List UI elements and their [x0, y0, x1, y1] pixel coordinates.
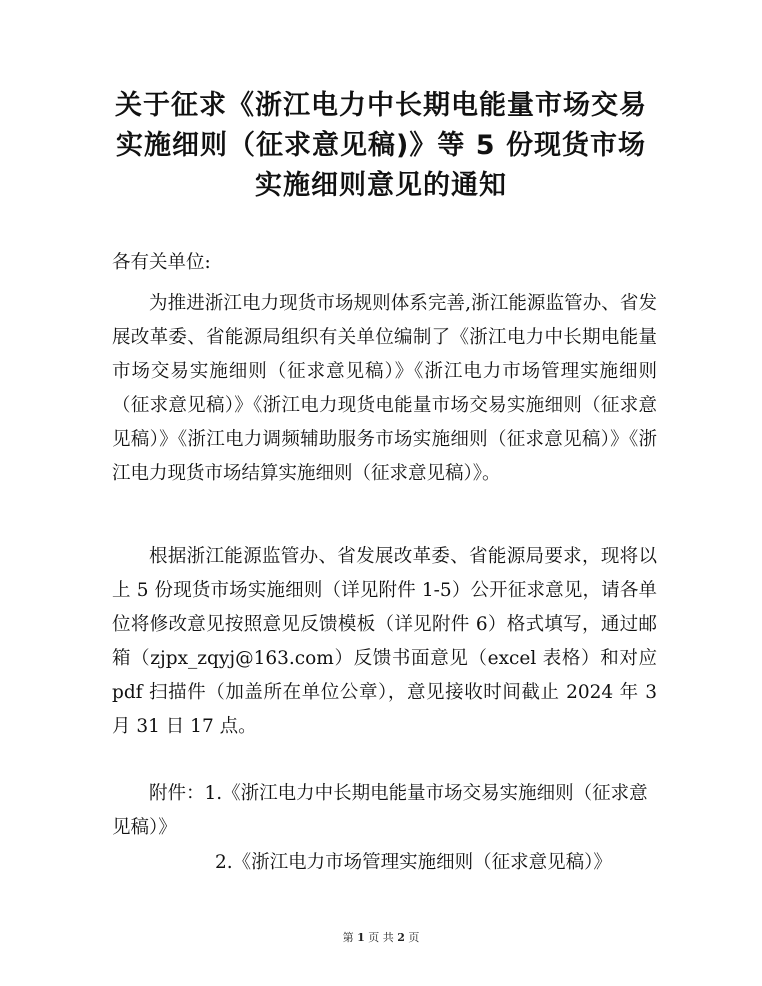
attachment-item-2: 2.《浙江电力市场管理实施细则（征求意见稿）》 — [215, 852, 612, 873]
page-footer — [0, 929, 762, 945]
footer-prefix: 第 — [342, 931, 354, 944]
paragraph-intro: 为推进浙江电力现货市场规则体系完善,浙江能源监管办、省发展改革委、省能源局组织有关单位编制了《浙江电力中长期电能量市场交易实施细则（征求意见稿）》《浙江电力市场管理实施细则（征求意见稿）》《浙江电力现货电能量市场交易实施细则（征求意见稿）》《浙江电力调频辅助服务市场实施细则（征求意见稿）》《浙江电力现货市场结算实施细则（征求意见稿）》。 — [112, 293, 657, 484]
attachment-label: 附件： — [149, 783, 205, 804]
salutation: 各有关单位: — [112, 252, 211, 273]
title-line-3: 实施细则意见的通知 — [255, 170, 507, 201]
footer-page-number: 1 — [357, 931, 365, 944]
attachment-item-1-text: 1.《浙江电力中长期电能量市场交易实施细则（征求意见稿）》 — [112, 783, 648, 838]
attachment-item-1 — [112, 777, 657, 845]
footer-suffix: 页 — [408, 931, 420, 944]
paragraph-request: 根据浙江能源监管办、省发展改革委、省能源局要求，现将以上 5 份现货市场实施细则（详见附件 1-5）公开征求意见，请各单位将修改意见按照意见反馈模板（详见附件 6）格式填写，通过邮箱（zjpx_zqyj@163.com）反馈书面意见（excel 表格）和对应 pdf 扫描件（加盖所在单位公章），意见接收时间截止 2024 年 3 月 31 日 17 点。 — [112, 546, 657, 737]
footer-middle: 页 共 — [368, 931, 394, 944]
title-line-1: 关于征求《浙江电力中长期电能量市场交易 — [115, 90, 647, 121]
title-line-2: 实施细则（征求意见稿)》等 5 份现货市场 — [116, 130, 646, 161]
footer-total-pages: 2 — [397, 931, 405, 944]
document-title — [60, 86, 702, 206]
